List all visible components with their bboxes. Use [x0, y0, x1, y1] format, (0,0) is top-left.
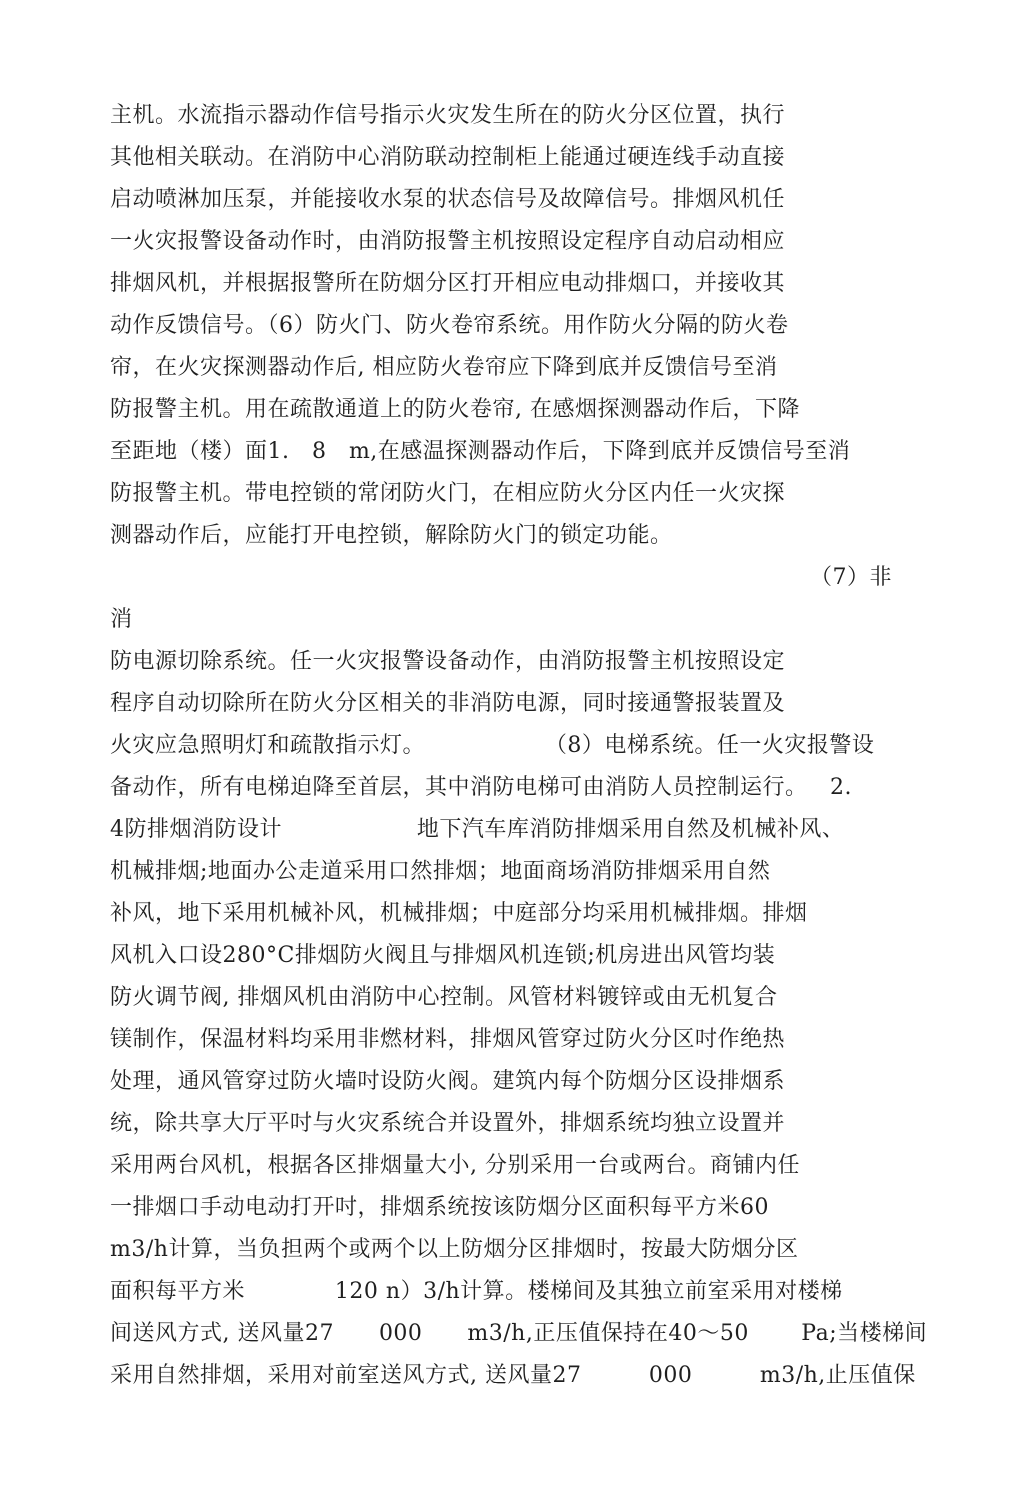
text-line: 帘，在火灾探测器动作后, 相应防火卷帘应下降到底并反馈信号至消 — [110, 355, 778, 380]
text-line: （7）非 — [810, 565, 892, 590]
text-line: 一排烟口手动电动打开吋，排烟系统按该防烟分区面积每平方米60 — [110, 1195, 769, 1220]
text-line: 动作反馈信号。（6）防火门、防火卷帘系统。用作防火分隔的防火卷 — [110, 313, 789, 338]
text-line: 机械排烟;地面办公走道采用口然排烟；地面商场消防排烟采用自然 — [110, 859, 771, 884]
text-line: 防电源切除系统。任一火灾报警设备动作，由消防报警主机按照设定 — [110, 649, 786, 674]
text-line: 排烟风机，并根据报警所在防烟分区打开相应电动排烟口，并接收其 — [110, 271, 786, 296]
text-line: 主机。水流指示器动作信号指示火灾发生所在的防火分区位置，执行 — [110, 103, 786, 128]
text-line: 处理，通风管穿过防火墙吋设防火阀。建筑内每个防烟分区设排烟系 — [110, 1069, 786, 1094]
text-line: 消 — [110, 607, 133, 632]
text-line: 其他相关联动。在消防中心消防联动控制柜上能通过硬连线手动直接 — [110, 145, 786, 170]
text-line: 测器动作后，应能打开电控锁，解除防火门的锁定功能。 — [110, 523, 673, 548]
text-line: 一火灾报警设备动作时，由消防报警主机按照设定程序自动启动相应 — [110, 229, 786, 254]
text-line: 统，除共享大厅平吋与火灾系统合并设置外，排烟系统均独立设置并 — [110, 1111, 786, 1136]
text-line: 镁制作，保温材料均采用非燃材料，排烟风管穿过防火分区吋作绝热 — [110, 1027, 786, 1052]
text-line: 4防排烟消防设计 地下汽车库消防排烟采用自然及机械补风、 — [110, 817, 845, 842]
text-line: 采用两台风机，根据各区排烟量大小, 分别采用一台或两台。商铺内任 — [110, 1153, 800, 1178]
text-line: 火灾应急照明灯和疏散指示灯。 （8）电梯系统。任一火灾报警设 — [110, 733, 875, 758]
text-line: m3/h计算，当负担两个或两个以上防烟分区排烟时，按最大防烟分区 — [110, 1237, 799, 1262]
text-line: 备动作，所有电梯迫降至首层，其中消防电梯可由消防人员控制运行。 2. — [110, 775, 852, 800]
text-line: 至距地（楼）面1. 8 m,在感温探测器动作后，下降到底并反馈信号至消 — [110, 439, 851, 464]
text-line: 防报警主机。用在疏散通道上的防火卷帘, 在感烟探测器动作后，下降 — [110, 397, 800, 422]
text-line: 补风，地下采用机械补风，机械排烟；中庭部分均采用机械排烟。排烟 — [110, 901, 808, 926]
text-line: 面积每平方米 120 n）3/h计算。楼梯间及其独立前室采用对楼梯 — [110, 1279, 843, 1304]
text-line: 防火调节阀, 排烟风机由消防中心控制。风管材料镀锌或由无机复合 — [110, 985, 778, 1010]
text-line: 程序自动切除所在防火分区相关的非消防电源，同时接通警报装置及 — [110, 691, 786, 716]
text-line: 采用自然排烟，采用对前室送风方式, 送风量27 000 m3/h,止压值保 — [110, 1363, 916, 1388]
text-line: 风机入口设280°C排烟防火阀且与排烟风机连锁;机房进出风管均装 — [110, 943, 776, 968]
text-line: 防报警主机。带电控锁的常闭防火门，在相应防火分区内任一火灾探 — [110, 481, 786, 506]
text-line: 间送风方式, 送风量27 000 m3/h,正压值保持在40〜50 Pa;当楼梯间 — [110, 1321, 928, 1346]
text-line: 启动喷淋加压泵，并能接收水泵的状态信号及故障信号。排烟风机任 — [110, 187, 786, 212]
